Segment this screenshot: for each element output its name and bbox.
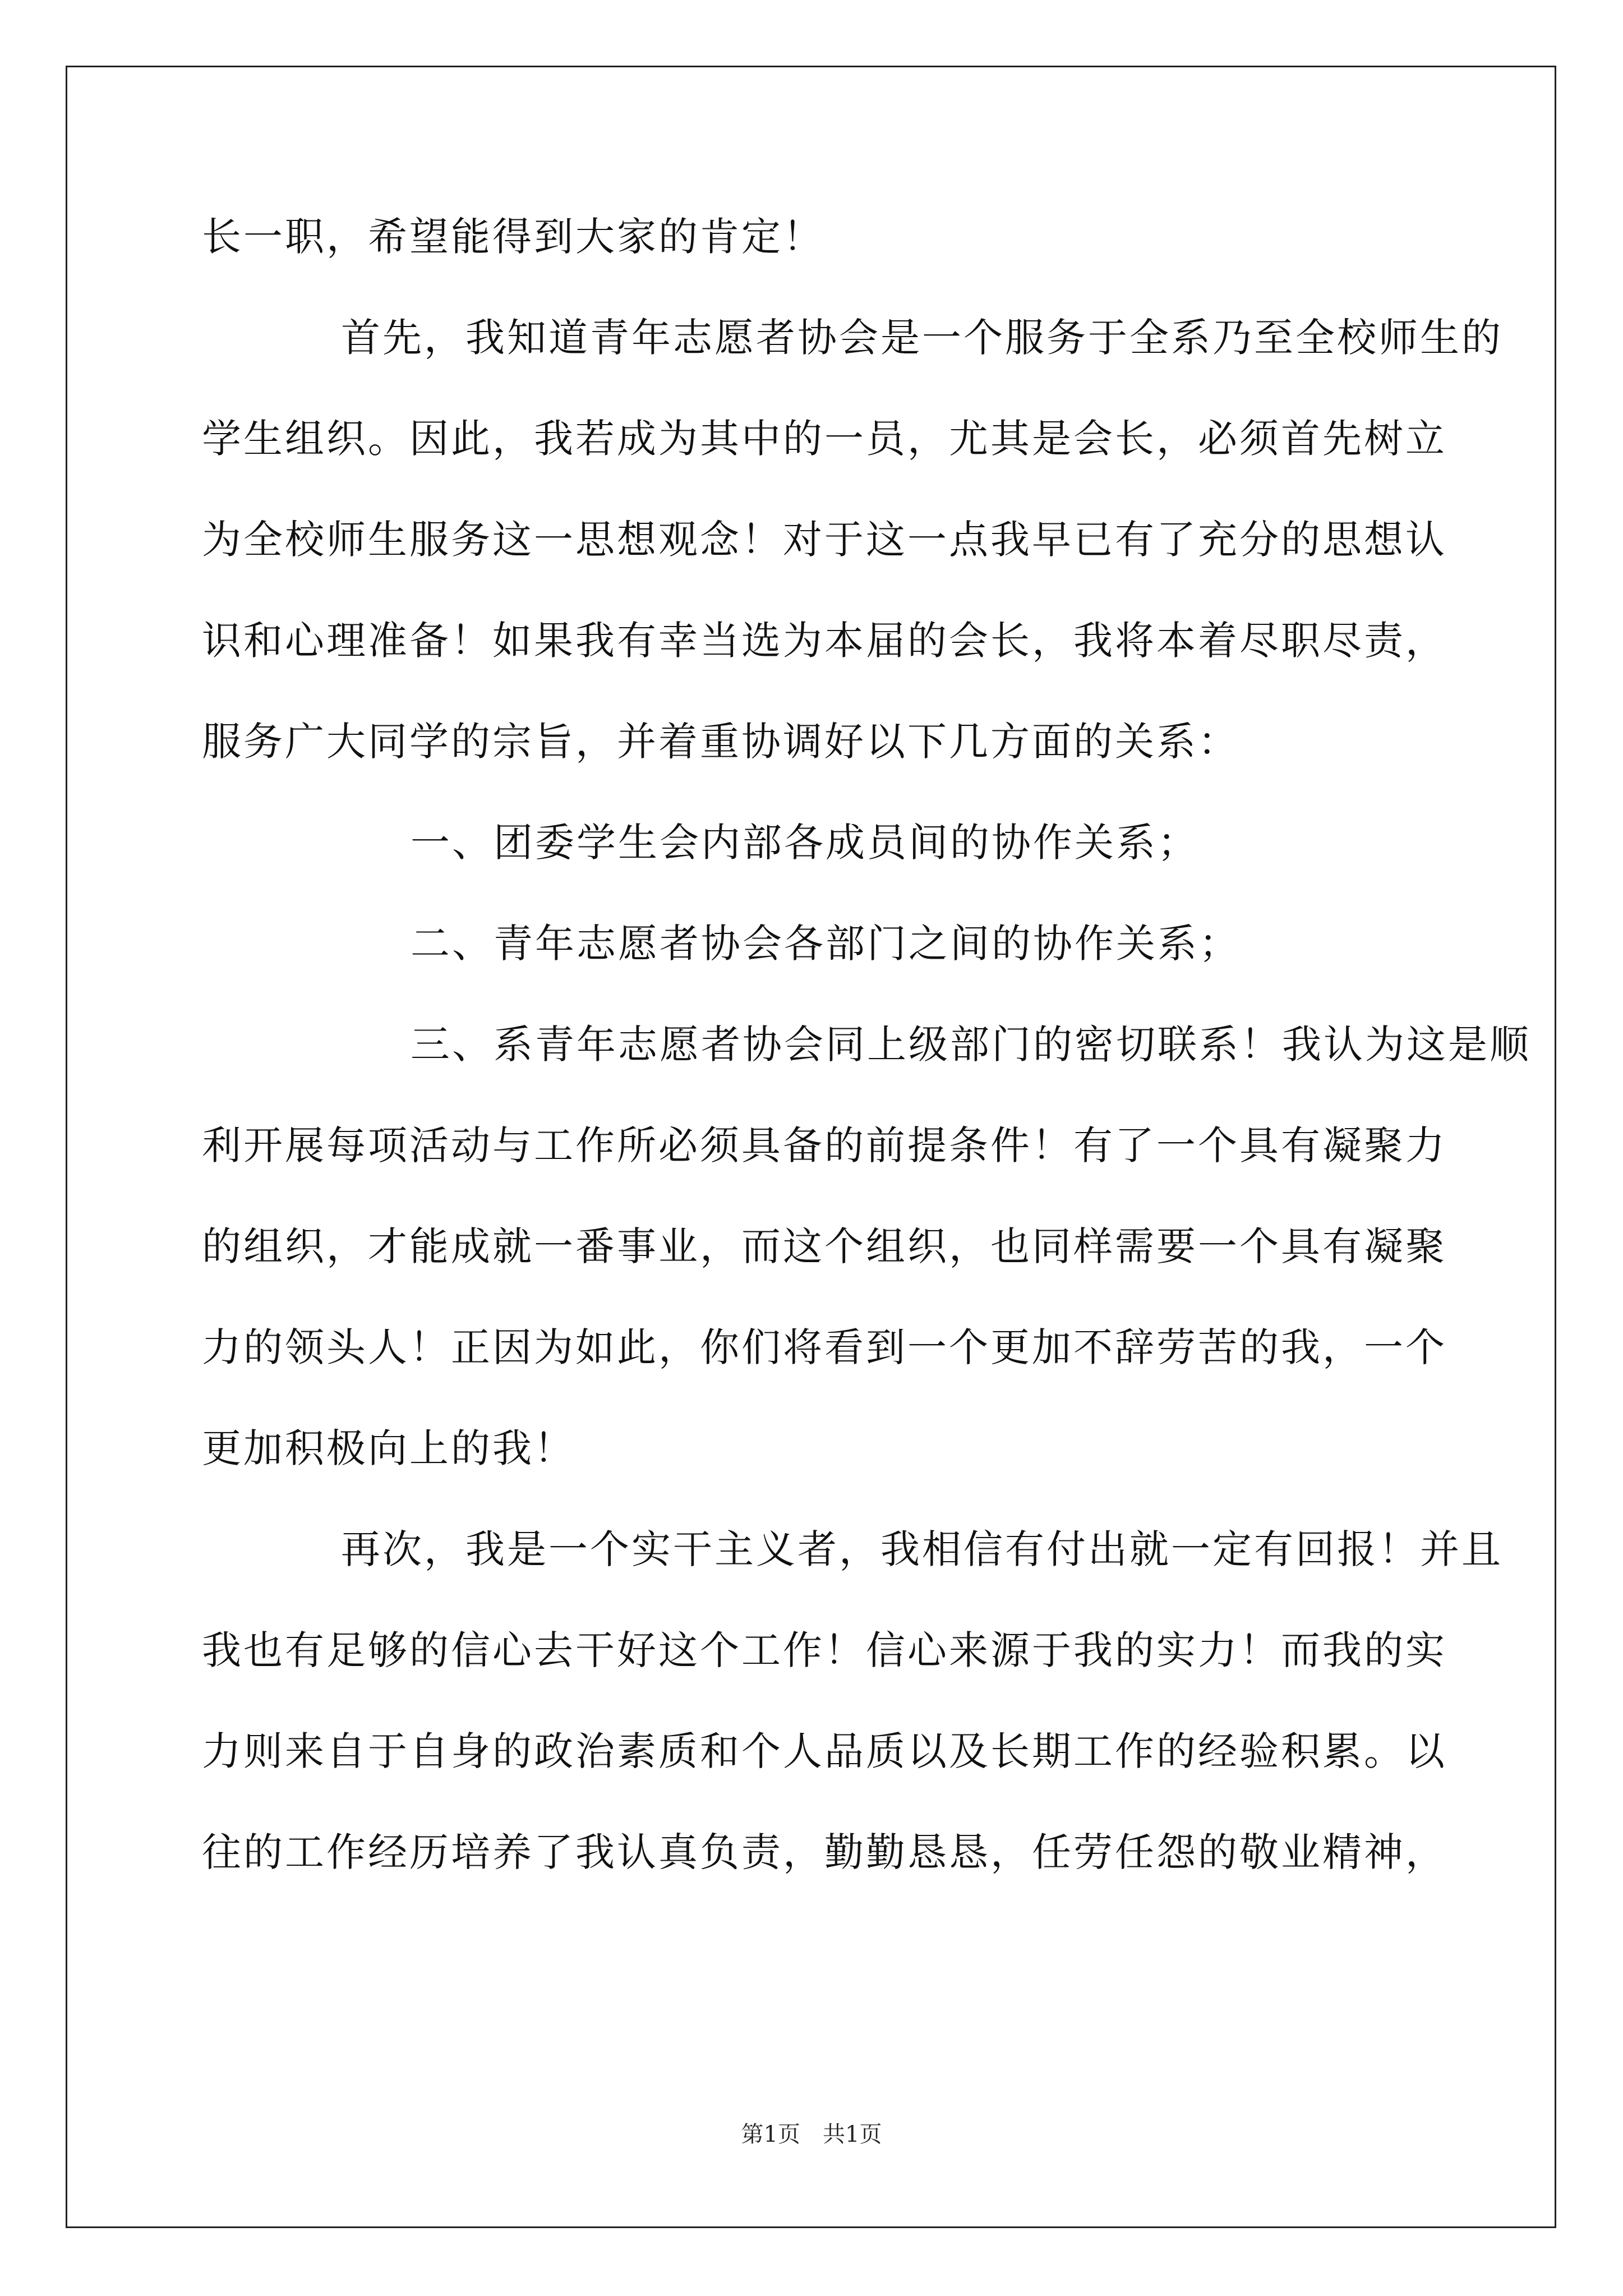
text-line: 我也有足够的信心去干好这个工作！信心来源于我的实力！而我的实 (202, 1627, 1447, 1673)
text-line: 利开展每项活动与工作所必须具备的前提条件！有了一个具有凝聚力 (202, 1122, 1447, 1168)
page-footer: 第1页 共1页 (741, 2122, 882, 2147)
text-line: 更加积极向上的我！ (202, 1425, 575, 1471)
text-line: 力则来自于自身的政治素质和个人品质以及长期工作的经验积累。以 (202, 1728, 1447, 1774)
text-line: 长一职，希望能得到大家的肯定！ (202, 214, 824, 260)
text-line: 往的工作经历培养了我认真负责，勤勤恳恳，任劳任怨的敬业精神， (202, 1829, 1447, 1875)
text-line: 识和心理准备！如果我有幸当选为本届的会长，我将本着尽职尽责， (202, 618, 1447, 664)
text-line: 学生组织。因此，我若成为其中的一员，尤其是会长，必须首先树立 (202, 416, 1447, 462)
text-line: 二、青年志愿者协会各部门之间的协作关系； (411, 921, 1241, 967)
text-line: 服务广大同学的宗旨，并着重协调好以下几方面的关系： (202, 719, 1239, 765)
text-line: 首先，我知道青年志愿者协会是一个服务于全系乃至全校师生的 (341, 315, 1503, 361)
text-line: 力的领头人！正因为如此，你们将看到一个更加不辞劳苦的我，一个 (202, 1324, 1447, 1370)
text-line: 的组织，才能成就一番事业，而这个组织，也同样需要一个具有凝聚 (202, 1223, 1447, 1269)
text-line: 为全校师生服务这一思想观念！对于这一点我早已有了充分的思想认 (202, 517, 1447, 563)
text-line: 三、系青年志愿者协会同上级部门的密切联系！我认为这是顺 (411, 1022, 1531, 1068)
text-line: 再次，我是一个实干主义者，我相信有付出就一定有回报！并且 (341, 1526, 1503, 1572)
text-line: 一、团委学生会内部各成员间的协作关系； (411, 820, 1199, 866)
